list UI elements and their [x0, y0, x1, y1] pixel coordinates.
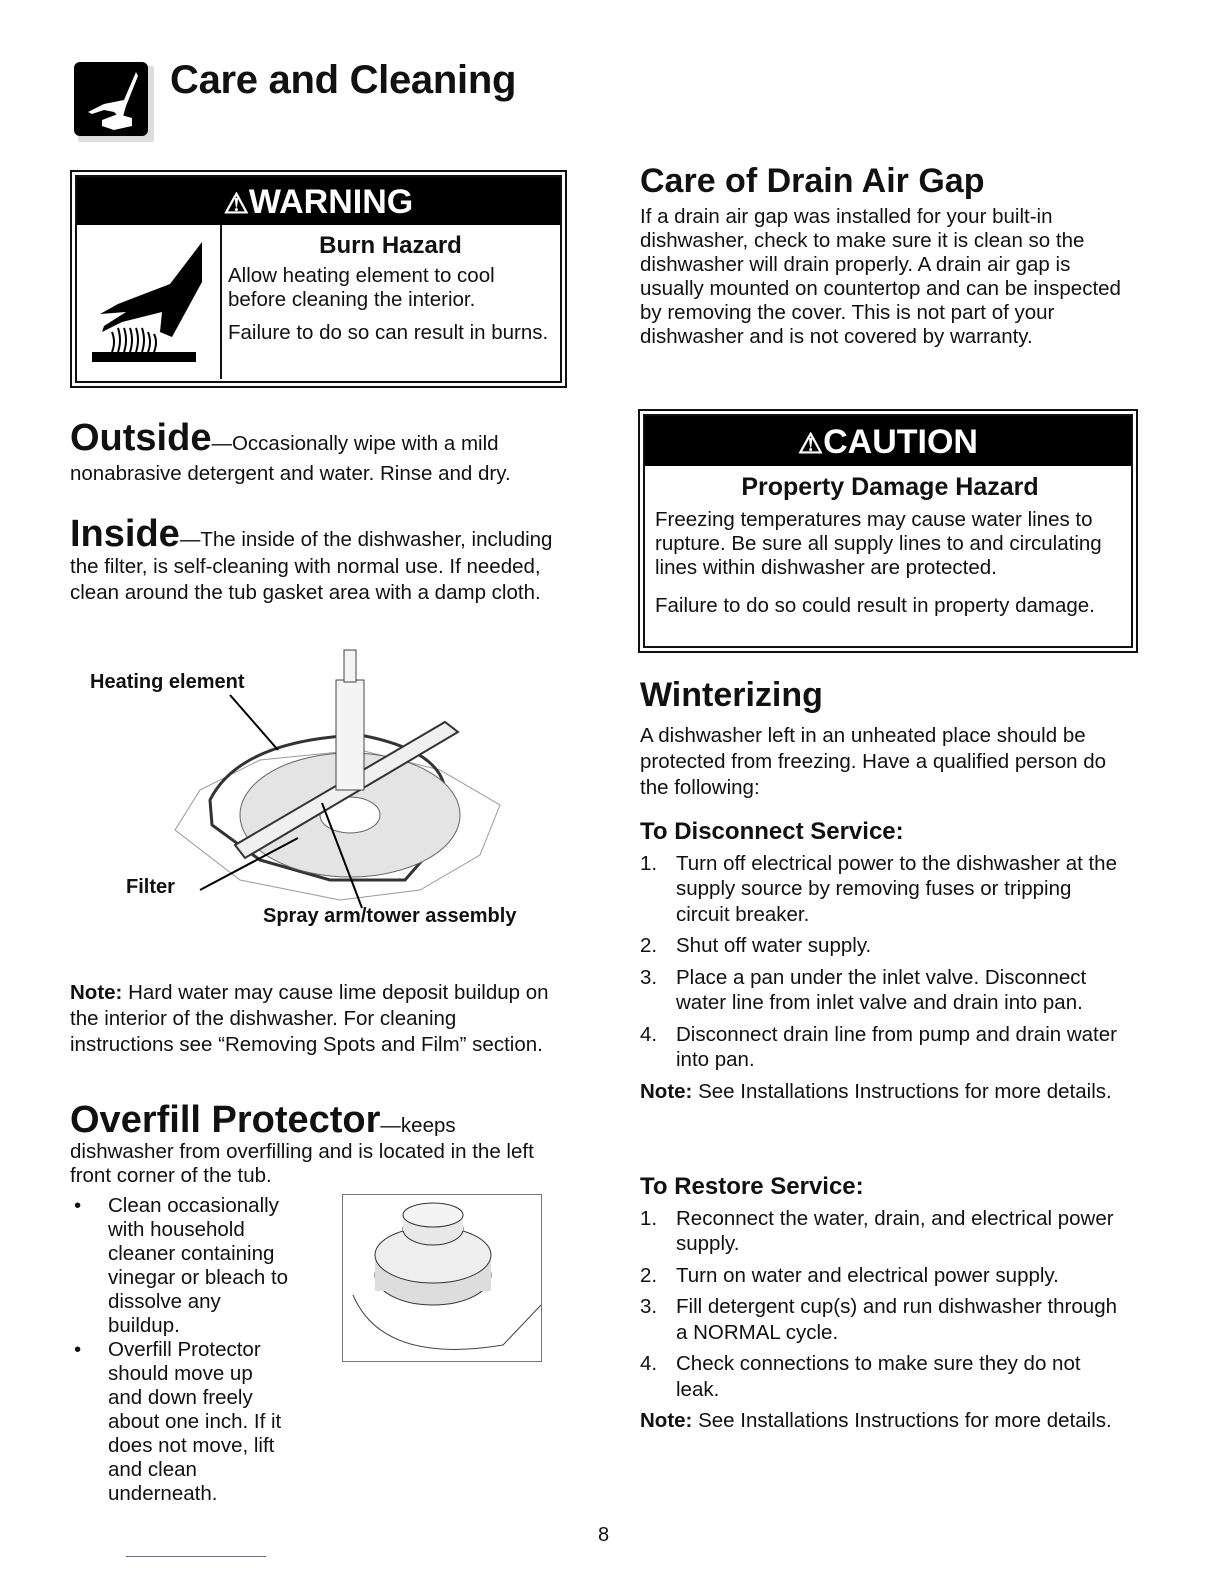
- list-item: 1. Reconnect the water, drain, and electrical power supply.: [640, 1206, 1114, 1255]
- spray-arm-diagram: [60, 640, 580, 940]
- list-item: 3. Place a pan under the inlet valve. Disconnect water line from inlet valve and drain into pan.: [640, 965, 1087, 1014]
- alert-triangle-icon: ⚠: [223, 188, 249, 219]
- disconnect-section: To Disconnect Service: 1. Turn off electrical power to the dishwasher at the supply source by removing fuses or tripping circuit breaker. 2. Shut off water supply. 3. Place a pan under the inlet valve. Disconnect water line from inlet valve and drain into pan. 4. Disconnect drain line from pump and drain water into pan. Note: See Installations Instructions for more details.: [640, 819, 1120, 1104]
- overfill-section: Overfill Protector—keeps dishwasher from overfilling and is located in the left front corner of the tub.: [70, 1099, 534, 1187]
- air-gap-title: Care of Drain Air Gap: [640, 162, 985, 200]
- overfill-bullets: [70, 1194, 290, 1506]
- hot-surface-hand-icon: [92, 242, 202, 367]
- caution-banner: ⚠CAUTION: [645, 416, 1131, 466]
- page-number: 8: [598, 1524, 610, 1546]
- winterizing-title: Winterizing: [640, 676, 823, 714]
- warning-banner: ⚠WARNING: [77, 177, 560, 225]
- air-gap-text: If a drain air gap was installed for your built-in dishwasher, check to make sure it is clean so the dishwasher will drain properly. A drain air gap is usually mounted on countertop and can be inspected by removing the cover. This is not part of your dishwasher and is not covered by warranty.: [640, 205, 1121, 348]
- list-item: 2. Turn on water and electrical power supply.: [640, 1263, 1059, 1287]
- hand-cleaning-icon: [74, 62, 150, 138]
- note: Note: See Installations Instructions for more details.: [640, 1079, 1112, 1103]
- list-item: 4. Disconnect drain line from pump and drain water into pan.: [640, 1022, 1117, 1071]
- caution-box: ⚠CAUTION Property Damage Hazard Freezing temperatures may cause water lines to rupture. Be sure all supply lines to and circulating lines within dishwasher are protected. Failure to do so could result in property damage.: [638, 409, 1138, 653]
- list-item: • Overfill Protector should move up and down freely about one inch. If it does not move, lift and clean underneath.: [74, 1338, 282, 1505]
- inside-section: Inside—The inside of the dishwasher, including the filter, is self-cleaning with normal use. If needed, clean around the tub gasket area with a damp cloth.: [70, 513, 553, 604]
- overfill-protector-image: [342, 1194, 542, 1362]
- list-item: • Clean occasionally with household cleaner containing vinegar or bleach to dissolve any buildup.: [74, 1194, 289, 1337]
- list-item: 2. Shut off water supply.: [640, 934, 872, 957]
- note-hard-water: Note: Hard water may cause lime deposit buildup on the interior of the dishwasher. For cleaning instructions see “Removing Spots and Film” section.: [70, 981, 549, 1056]
- warning-box: ⚠WARNING Burn Hazard Allow heating element to cool before cleaning the interior. Failure to do so can result in burns.: [70, 170, 567, 388]
- warning-heading: Burn Hazard: [319, 232, 462, 259]
- note: Note: See Installations Instructions for more details.: [640, 1409, 1112, 1432]
- page-title: Care and Cleaning: [170, 58, 517, 102]
- list-item: 4. Check connections to make sure they do not leak.: [640, 1352, 1081, 1401]
- outside-section: Outside—Occasionally wipe with a mild nonabrasive detergent and water. Rinse and dry.: [70, 417, 511, 485]
- caution-heading: Property Damage Hazard: [741, 473, 1039, 501]
- label-heating-element: Heating element: [90, 671, 245, 693]
- winterizing-text: A dishwasher left in an unheated place should be protected from freezing. Have a qualified person do the following:: [640, 724, 1107, 799]
- label-spray-arm: Spray arm/tower assembly: [263, 905, 517, 927]
- list-item: 1. Turn off electrical power to the dishwasher at the supply source by removing fuses or tripping circuit breaker.: [640, 851, 1117, 926]
- label-filter: Filter: [126, 876, 175, 898]
- alert-triangle-icon: ⚠: [798, 428, 824, 459]
- restore-section: To Restore Service: 1. Reconnect the water, drain, and electrical power supply. 2. Turn on water and electrical power supply. 3. Fill detergent cup(s) and run dishwasher through a NORMAL cycle. 4. Check connections to make sure they do not leak. Note: See Installations Instructions for more details.: [640, 1174, 1120, 1434]
- footer-rule: [126, 1556, 266, 1557]
- list-item: 3. Fill detergent cup(s) and run dishwasher through a NORMAL cycle.: [640, 1295, 1117, 1344]
